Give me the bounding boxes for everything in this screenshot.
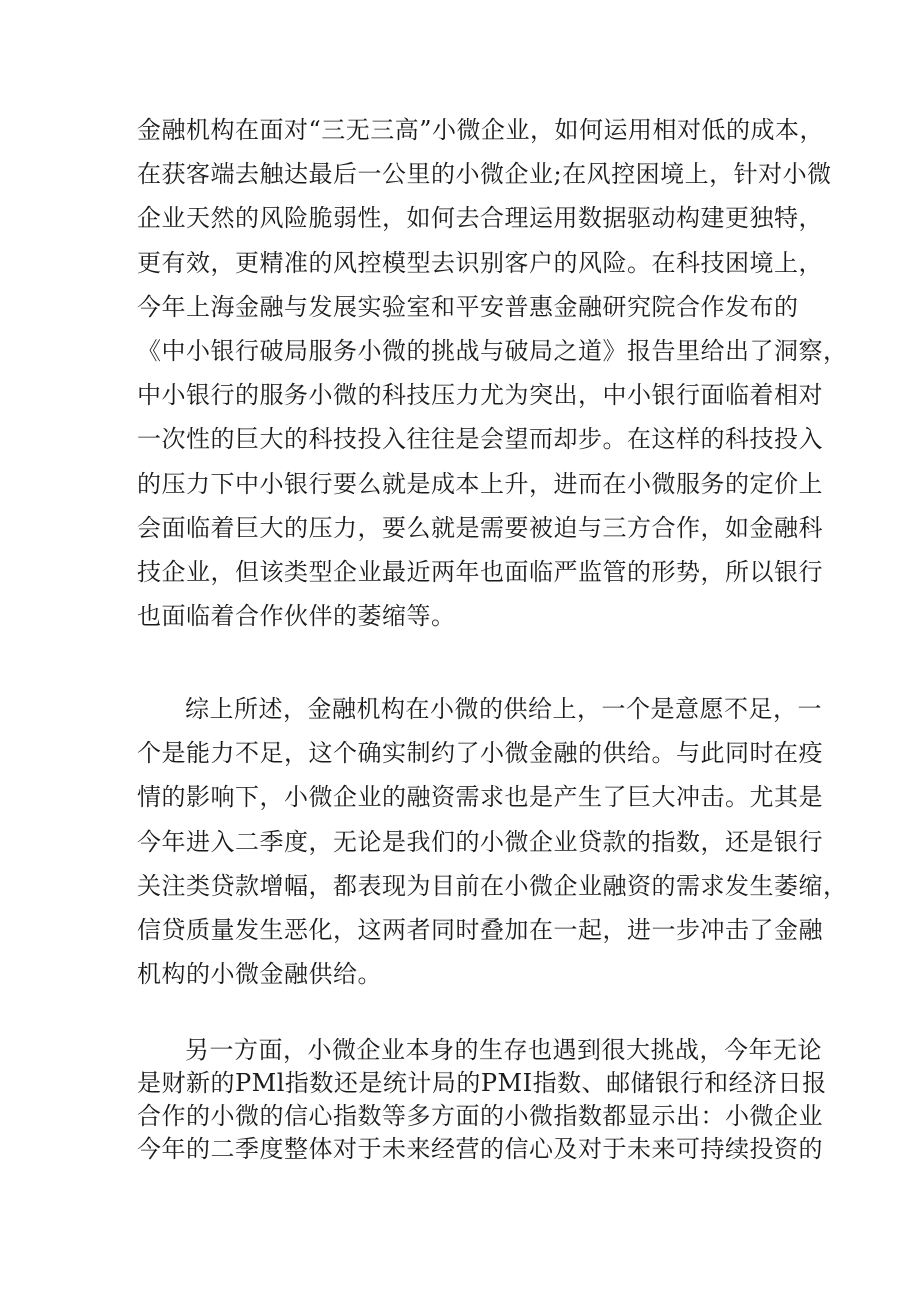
paragraph-1: [137, 108, 848, 638]
text-line-first: 综上所述，金融机构在小微的供给上，一个是意愿不足，一: [185, 695, 822, 723]
text-line: 关注类贷款增幅，都表现为目前在小微企业融资的需求发生萎缩，: [137, 871, 848, 900]
text-line: 是财新的PMl指数还是统计局的PMI指数、邮储银行和经济日报: [137, 1069, 827, 1097]
text-line: 一次性的巨大的科技投入往往是会望而却步。在这样的科技投入: [137, 425, 823, 454]
text-line: 会面临着巨大的压力，要么就是需要被迫与三方合作，如金融科: [137, 513, 823, 542]
text-line: 也面临着合作伙伴的萎缩等。: [137, 602, 456, 631]
paragraph-2: [137, 687, 848, 996]
text-line: 《中小银行破局服务小微的挑战与破局之道》报告里给出了洞察，: [137, 336, 848, 365]
text-line-first: 另一方面，小微企业本身的生存也遇到很大挑战，今年无论: [185, 1036, 822, 1064]
text-line: 更有效，更精准的风控模型去识别客户的风险。在科技困境上，: [137, 248, 823, 277]
text-line: 技企业，但该类型企业最近两年也面临严监管的形势，所以银行: [137, 557, 823, 586]
text-line: 个是能力不足，这个确实制约了小微金融的供给。与此同时在疫: [137, 739, 823, 768]
text-line: 合作的小微的信心指数等多方面的小微指数都显示出：小微企业: [137, 1102, 823, 1130]
text-line: 今年进入二季度，无论是我们的小微企业贷款的指数，还是银行: [137, 827, 823, 856]
text-line: 今年上海金融与发展实验室和平安普惠金融研究院合作发布的: [137, 292, 799, 321]
text-line: 机构的小微金融供给。: [137, 960, 382, 989]
text-line: 中小银行的服务小微的科技压力尤为突出，中小银行面临着相对: [137, 381, 823, 410]
text-line: 今年的二季度整体对于未来经营的信心及对于未来可持续投资的: [137, 1135, 823, 1163]
text-line: 在获客端去触达最后一公里的小微企业;在风控困境上，针对小微: [137, 160, 832, 189]
text-line: 的压力下中小银行要么就是成本上升，进而在小微服务的定价上: [137, 469, 823, 498]
paragraph-3: [137, 1034, 827, 1166]
text-line: 金融机构在面对“三无三高”小微企业，如何运用相对低的成本，: [137, 116, 825, 144]
text-line: 信贷质量发生恶化，这两者同时叠加在一起，进一步冲击了金融: [137, 915, 823, 944]
text-line: 情的影响下，小微企业的融资需求也是产生了巨大冲击。尤其是: [137, 783, 823, 812]
text-line: 企业天然的风险脆弱性，如何去合理运用数据驱动构建更独特，: [137, 204, 823, 233]
